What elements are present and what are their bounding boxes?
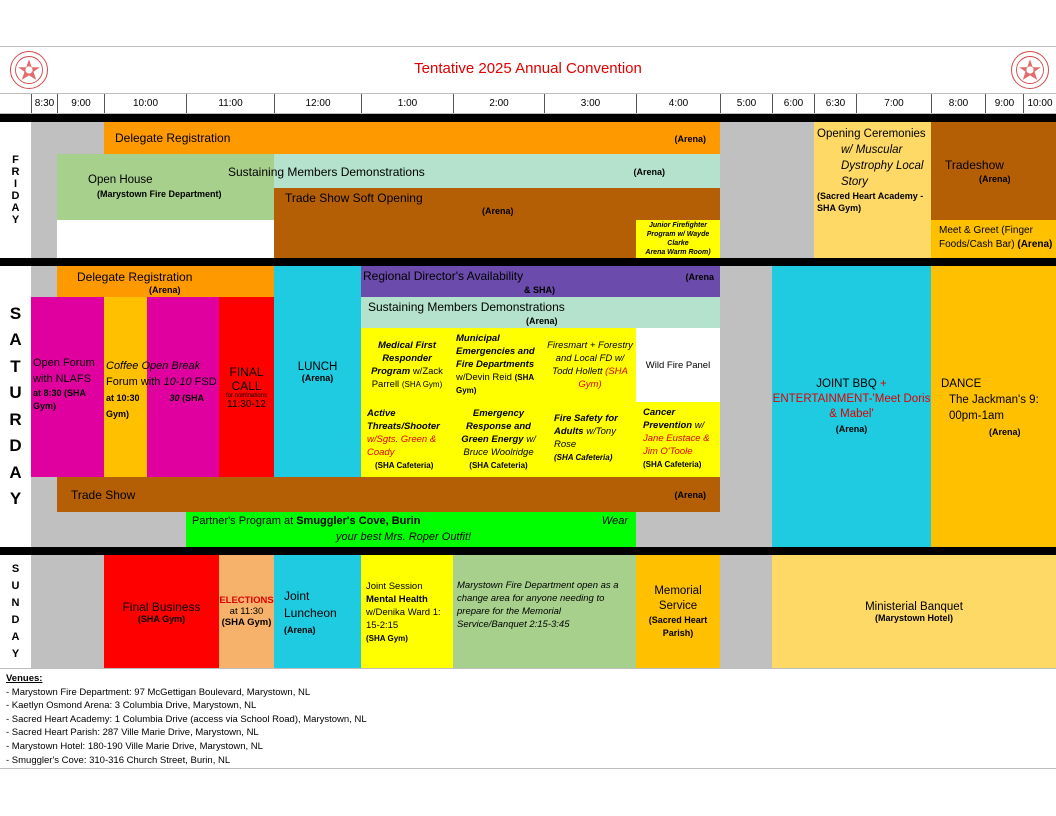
venue-item: - Smuggler's Cove: 310-316 Church Street, Burin, NL [6, 754, 231, 766]
venues-list [6, 672, 367, 767]
location: (Arena) [989, 427, 1021, 437]
fri-junior-firefighter [636, 220, 720, 258]
sat-emergency-response [453, 402, 544, 477]
time-3: 30 [169, 393, 180, 403]
label: Sustaining Members Demonstrations [368, 300, 565, 314]
label: Trade Show Soft Opening [285, 191, 423, 205]
location: (SHA Cafeteria) [375, 461, 434, 470]
location: (Arena) [482, 206, 514, 216]
gray-slot [57, 512, 186, 547]
location: at 8:30 (SHA Gym) [33, 388, 86, 411]
top-rule [0, 46, 1056, 47]
location: (Arena) [526, 316, 558, 326]
label: DANCE [941, 378, 982, 390]
fri-tradeshow [931, 122, 1056, 220]
time-header-cell: 1:00 [361, 94, 453, 113]
band-top [0, 114, 1056, 122]
label: Joint Luncheon [284, 589, 337, 620]
location: (Arena) [149, 285, 181, 295]
gray-slot [31, 122, 57, 258]
location: (Arena) [674, 490, 706, 500]
sat-medical-first-responder [361, 328, 453, 402]
venue-item: - Kaetlyn Osmond Arena: 3 Columbia Drive, Marystown, NL [6, 700, 257, 712]
venues-heading: Venues: [6, 673, 43, 684]
label: Meet & Greet (Finger Foods/Cash Bar) [939, 225, 1033, 250]
label: JOINT BBQ [816, 377, 877, 390]
label: LUNCH [297, 360, 338, 373]
label: FINAL CALL [229, 364, 264, 393]
gray-slot [31, 555, 104, 668]
sun-ministerial-banquet [772, 555, 1056, 668]
speaker: w/Tony Rose [554, 426, 616, 450]
time: 11:30-12 [227, 398, 266, 410]
speaker: w/Denika Ward 1: 15-2:15 [366, 607, 441, 631]
sat-final-call [219, 297, 274, 477]
venue-item: - Sacred Heart Parish: 287 Ville Marie Drive, Marystown, NL [6, 727, 259, 739]
label: Ministerial Banquet [865, 600, 963, 613]
fri-sustaining-label: Sustaining Members Demonstrations [228, 165, 425, 179]
location: (SHA Cafeteria) [554, 453, 613, 462]
time-header-cell: 6:30 [814, 94, 856, 113]
label-cont: Forum with [106, 376, 161, 388]
location: (Arena) [301, 372, 334, 383]
day-letter: I [13, 178, 18, 190]
label: Regional Director's Availability [363, 269, 524, 283]
time-header-cell: 8:00 [931, 94, 985, 113]
band-sat-sun [0, 547, 1056, 555]
day-letter: A [11, 202, 20, 214]
location: (Arena) [835, 423, 868, 434]
day-letter: Y [11, 214, 20, 226]
label: Open House [88, 174, 153, 186]
location: (SHA Cafeteria) [643, 460, 702, 469]
label: Firesmart + Forestry and Local FD w/ Todd Hollett [547, 340, 633, 377]
time-header-cell: 10:00 [104, 94, 186, 113]
page-bottom-rule [0, 768, 1056, 769]
day-letter: Y [11, 647, 20, 660]
location: (Sacred Heart Parish) [648, 614, 708, 638]
location: (Arena) [284, 625, 316, 635]
speaker: w/ Bruce Woolridge [463, 434, 536, 458]
location: (SHA Gym) [221, 617, 272, 628]
page-title: Tentative 2025 Annual Convention [414, 60, 642, 77]
location: (Sacred Heart Academy - SHA Gym) [817, 191, 924, 213]
location: (Arena) [633, 167, 665, 177]
label: Junior Firefighter Program w/ Wayde Clarke [646, 222, 710, 247]
time-header-cell: 7:00 [856, 94, 931, 113]
sat-open-forum [31, 297, 104, 477]
sat-regional-director [361, 266, 720, 297]
speaker: w/Devin Reid [456, 372, 512, 383]
label: Tradeshow [945, 158, 1004, 172]
sat-firesmart [544, 328, 636, 402]
sat-delegate-registration [57, 266, 274, 297]
label: Wild Fire Panel [645, 359, 711, 371]
sat-cancer-prevention [636, 402, 720, 477]
day-letter: R [11, 166, 20, 178]
location: (Marystown Fire Department) [97, 189, 222, 199]
day-letter: U [9, 383, 22, 402]
time-header-cell: 12:00 [274, 94, 361, 113]
location: (Arena) [674, 134, 706, 144]
time-header-cell: 2:00 [453, 94, 544, 113]
label: Final Business [122, 599, 201, 614]
with: w/ [694, 420, 705, 431]
time: 10-10 [163, 376, 192, 388]
location: (SHA Cafeteria) [469, 461, 528, 470]
fri-opening-ceremonies [814, 122, 931, 258]
sunday-bottom-rule [0, 668, 1056, 669]
location: (SHA Gym) [137, 613, 186, 624]
sat-active-threats [361, 402, 453, 477]
time-header-cell: 11:00 [186, 94, 274, 113]
fri-open-house [57, 154, 274, 220]
day-letter: R [9, 409, 22, 429]
band-fri-sat [0, 258, 1056, 266]
speaker: Muscular Dystrophy Local Story [841, 144, 924, 188]
label: Delegate Registration [115, 131, 231, 145]
day-letter: D [11, 190, 20, 202]
sun-mfd-open [453, 555, 636, 668]
speaker: w/Zack Parrell [371, 366, 443, 390]
sun-elections [219, 555, 274, 668]
speaker: w/Sgts. Green & Coady [367, 434, 437, 458]
gray-slot [720, 555, 772, 668]
time-header-cell: 10:00 [1023, 94, 1056, 113]
venue-item: - Marystown Fire Department: 97 McGettigan Boulevard, Marystown, NL [6, 686, 311, 698]
label: Joint Session [366, 581, 423, 592]
time: at 11:30 [229, 606, 264, 617]
day-letter: A [11, 630, 20, 643]
fri-trade-soft-continued [274, 220, 636, 258]
location: (SHA Gym) [366, 634, 408, 643]
label: Fire Safety for Adults [554, 413, 618, 437]
day-letter: D [11, 613, 20, 626]
day-letter: N [11, 596, 20, 609]
label: Cancer Prevention [643, 407, 693, 431]
sublabel: for nominations [225, 392, 268, 399]
gray-slot [772, 122, 814, 258]
band: The Jackman's 9: 00pm-1am [949, 394, 1039, 422]
sun-joint-session [361, 555, 453, 668]
label: Open Forum with NLAFS [33, 357, 95, 385]
day-letter: A [9, 330, 22, 349]
gray-slot [57, 122, 104, 154]
day-label-sunday [0, 555, 31, 668]
time-2: at 10:30 [106, 393, 140, 403]
fri-delegate-registration [104, 122, 720, 154]
time-header-cell: 9:00 [985, 94, 1023, 113]
topic: Mental Health [366, 594, 428, 605]
location: (Marystown Hotel) [874, 612, 953, 623]
time-header-cell: 6:00 [772, 94, 814, 113]
speaker: Jane Eustace & Jim O'Toole [643, 433, 710, 457]
gray-slot [31, 477, 57, 547]
label: Partner's Program at [192, 515, 294, 527]
label: Medical First Responder Program [371, 340, 437, 377]
gray-slot [31, 266, 57, 298]
day-label-saturday [0, 266, 31, 547]
fri-meet-greet [931, 220, 1056, 258]
note: Wear [601, 515, 628, 527]
sat-wildfire-panel [636, 328, 720, 402]
gray-slot [636, 512, 720, 547]
day-letter: A [9, 462, 22, 482]
label: Opening Ceremonies [817, 128, 926, 140]
note-cont: your best Mrs. Roper Outfit! [336, 531, 472, 543]
day-letter: F [12, 154, 19, 166]
sat-partner-program [186, 512, 636, 547]
location: Smuggler's Cove, Burin [296, 515, 421, 527]
location-cont: & SHA) [524, 285, 555, 295]
label: Delegate Registration [77, 270, 193, 284]
location: (SHA Gym) [401, 380, 443, 389]
sat-dance [931, 266, 1056, 547]
time-header-cell: 3:00 [544, 94, 636, 113]
gray-slot [720, 266, 772, 547]
time-header-cell: 4:00 [636, 94, 720, 113]
sat-sustaining-demos [361, 297, 720, 328]
sun-final-business [104, 555, 219, 668]
location: (SHA Gym) [456, 373, 534, 395]
label: Emergency Response and Green Energy [461, 408, 531, 445]
sat-trade-show [57, 477, 720, 512]
time-header-cell: 5:00 [720, 94, 772, 113]
fsd: FSD [194, 376, 217, 388]
venue-item: - Sacred Heart Academy: 1 Columbia Drive (access via School Road), Marystown, NL [6, 713, 367, 725]
gray-slot [720, 122, 772, 258]
sun-memorial-service [636, 555, 720, 668]
blank-slot [57, 220, 274, 258]
location: (Arena) [979, 174, 1011, 184]
day-label-friday [0, 122, 31, 258]
venue-item: - Marystown Hotel: 180-190 Ville Marie Drive, Marystown, NL [6, 740, 263, 752]
sat-lunch [274, 266, 361, 477]
location-cont: Gym) [106, 409, 130, 419]
day-letter: T [10, 356, 21, 376]
label: Memorial Service [654, 584, 702, 612]
day-letter: D [9, 436, 22, 455]
sat-fire-safety-adults [544, 402, 636, 477]
location: (SHA [182, 393, 205, 403]
label: Trade Show [71, 488, 136, 502]
sat-coffee-text [106, 358, 218, 422]
entertainment: + ENTERTAINMENT-'Meet Doris & Mabel' [772, 377, 931, 420]
location: Arena Warm Room) [645, 249, 711, 256]
sun-joint-luncheon [274, 555, 361, 668]
label: Active Threats/Shooter [367, 408, 440, 432]
label: ELECTIONS [219, 595, 274, 606]
location: (Arena) [1017, 239, 1053, 250]
day-letter: S [9, 303, 22, 323]
day-letter: S [11, 562, 20, 575]
day-letter: Y [9, 489, 22, 508]
with: w/ [841, 144, 853, 156]
sat-municipal-emergencies [453, 328, 544, 402]
location: (SHA Gym) [578, 366, 628, 390]
sat-joint-bbq [772, 266, 931, 547]
time-header-cell: 9:00 [57, 94, 104, 113]
label: Municipal Emergencies and Fire Departments [456, 333, 535, 370]
fri-trade-soft-opening [274, 188, 720, 220]
time-header-cell: 8:30 [31, 94, 57, 113]
location: (Arena [685, 272, 714, 282]
label: Coffee Open Break [106, 360, 201, 372]
day-letter: U [11, 579, 20, 592]
label: Marystown Fire Department open as a change area for anyone needing to prepare for the Memorial Service/Banquet 2:15-3:45 [457, 580, 619, 630]
